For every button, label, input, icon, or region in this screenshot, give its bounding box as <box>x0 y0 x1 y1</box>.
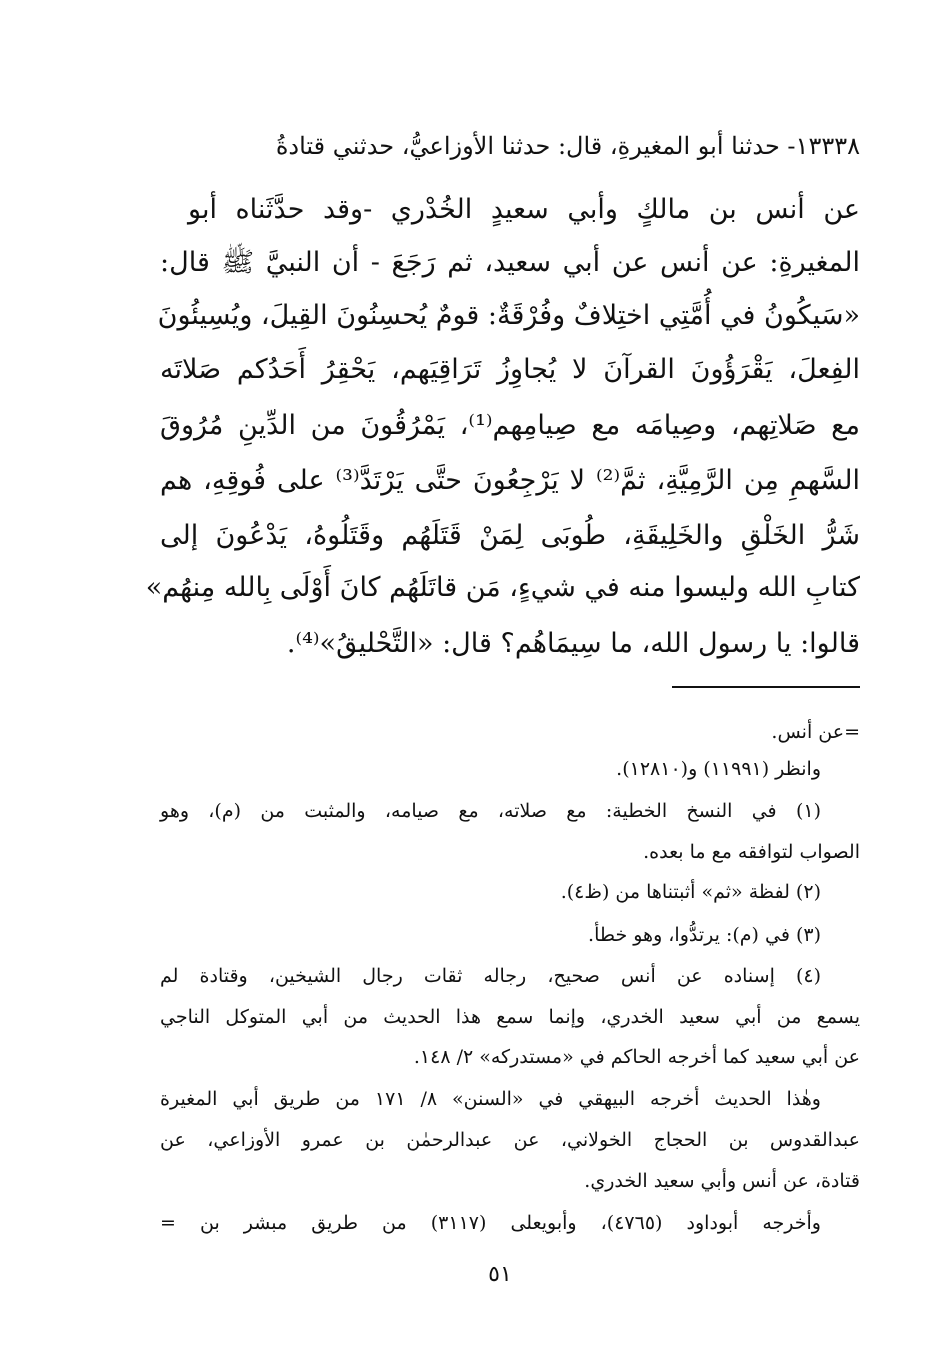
footnote-separator <box>672 686 860 688</box>
footnote-line: (٢) لفظة «ثم» أثبتناها من (ظ٤). <box>560 881 821 903</box>
main-line: مع صَلاتِهم، وصِيامَه مع صِيامِهم⁽¹⁾، يَمْرُقُونَ من الدِّينِ مُرُوقَ <box>160 410 860 441</box>
main-line: «سَيكُونُ في أُمَّتِي اختِلافٌ وفُرْقَةٌ: قومٌ يُحسِنُونَ القِيلَ، ويُسِيئُونَ <box>157 300 860 331</box>
main-line: شَرُّ الخَلْقِ والخَلِيقَةِ، طُوبَى لِمَنْ قَتَلَهُم وقَتَلُوهُ، يَدْعُونَ إلى <box>160 520 860 551</box>
footnote-line: وأخرجه أبوداود (٤٧٦٥)، وأبويعلى (٣١١٧) من طريق مبشر بن = <box>160 1212 821 1234</box>
footnote-line: الصواب لتوافقه مع ما بعده. <box>643 841 860 863</box>
footnote-line: =عن أنس. <box>771 721 860 743</box>
main-line: ١٣٣٣٨- حدثنا أبو المغيرةِ، قال: حدثنا الأوزاعيُّ، حدثني قتادةُ <box>275 132 860 160</box>
main-line: السَّهمِ مِن الرَّمِيَّةِ، ثمَّ⁽²⁾ لا يَرْجِعُونَ حتَّى يَرْتَدَّ⁽³⁾ على فُوقِهِ، هم <box>160 465 860 496</box>
footnote-line: وهٰذا الحديث أخرجه البيهقي في «السنن» ٨/ ١٧١ من طريق أبي المغيرة <box>160 1088 821 1110</box>
footnote-line: عن أبي سعيد كما أخرجه الحاكم في «مستدركه» ٢/ ١٤٨. <box>413 1046 860 1068</box>
footnote-line: يسمع من أبي سعيد الخدري، وإنما سمع هذا الحديث من أبي المتوكل الناجي <box>160 1006 860 1028</box>
main-line: كتابِ الله وليسوا منه في شيءٍ، مَن قاتَلَهُم كانَ أَوْلَى بِالله مِنهُم» <box>145 572 860 603</box>
page-number: ٥١ <box>488 1262 512 1287</box>
footnote-line: (٤) إسناده عن أنس صحيح، رجاله ثقات رجال الشيخين، وقتادة لم <box>160 965 821 987</box>
main-line: الفِعلَ، يَقْرَؤُونَ القرآنَ لا يُجاوِزُ تَرَاقِيَهم، يَحْقِرُ أَحَدُكم صَلاتَه <box>160 354 860 385</box>
main-line: عن أنس بن مالكٍ وأبي سعيدٍ الخُدْري -وقد حدَّثَناه أبو <box>188 194 860 225</box>
footnote-line: وانظر (١١٩٩١) و(١٢٨١٠). <box>616 758 821 780</box>
footnote-line: قتادة، عن أنس وأبي سعيد الخدري. <box>584 1170 860 1192</box>
footnote-line: (١) في النسخ الخطية: مع صلاته، مع صيامه، والمثبت من (م)، وهو <box>160 800 821 822</box>
main-line: المغيرةِ: عن أنس عن أبي سعيد، ثم رَجَعَ - أن النبيَّ ﷺ قال: <box>160 247 860 278</box>
footnote-line: (٣) في (م): يرتدُّوا، وهو خطأ. <box>588 924 821 946</box>
footnote-line: عبدالقدوس بن الحجاج الخولاني، عن عبدالرحمٰن بن عمرو الأوزاعي، عن <box>160 1129 860 1151</box>
main-line: قالوا: يا رسول الله، ما سِيمَاهُم؟ قال: «التَّحْليقُ»⁽⁴⁾. <box>286 628 860 659</box>
